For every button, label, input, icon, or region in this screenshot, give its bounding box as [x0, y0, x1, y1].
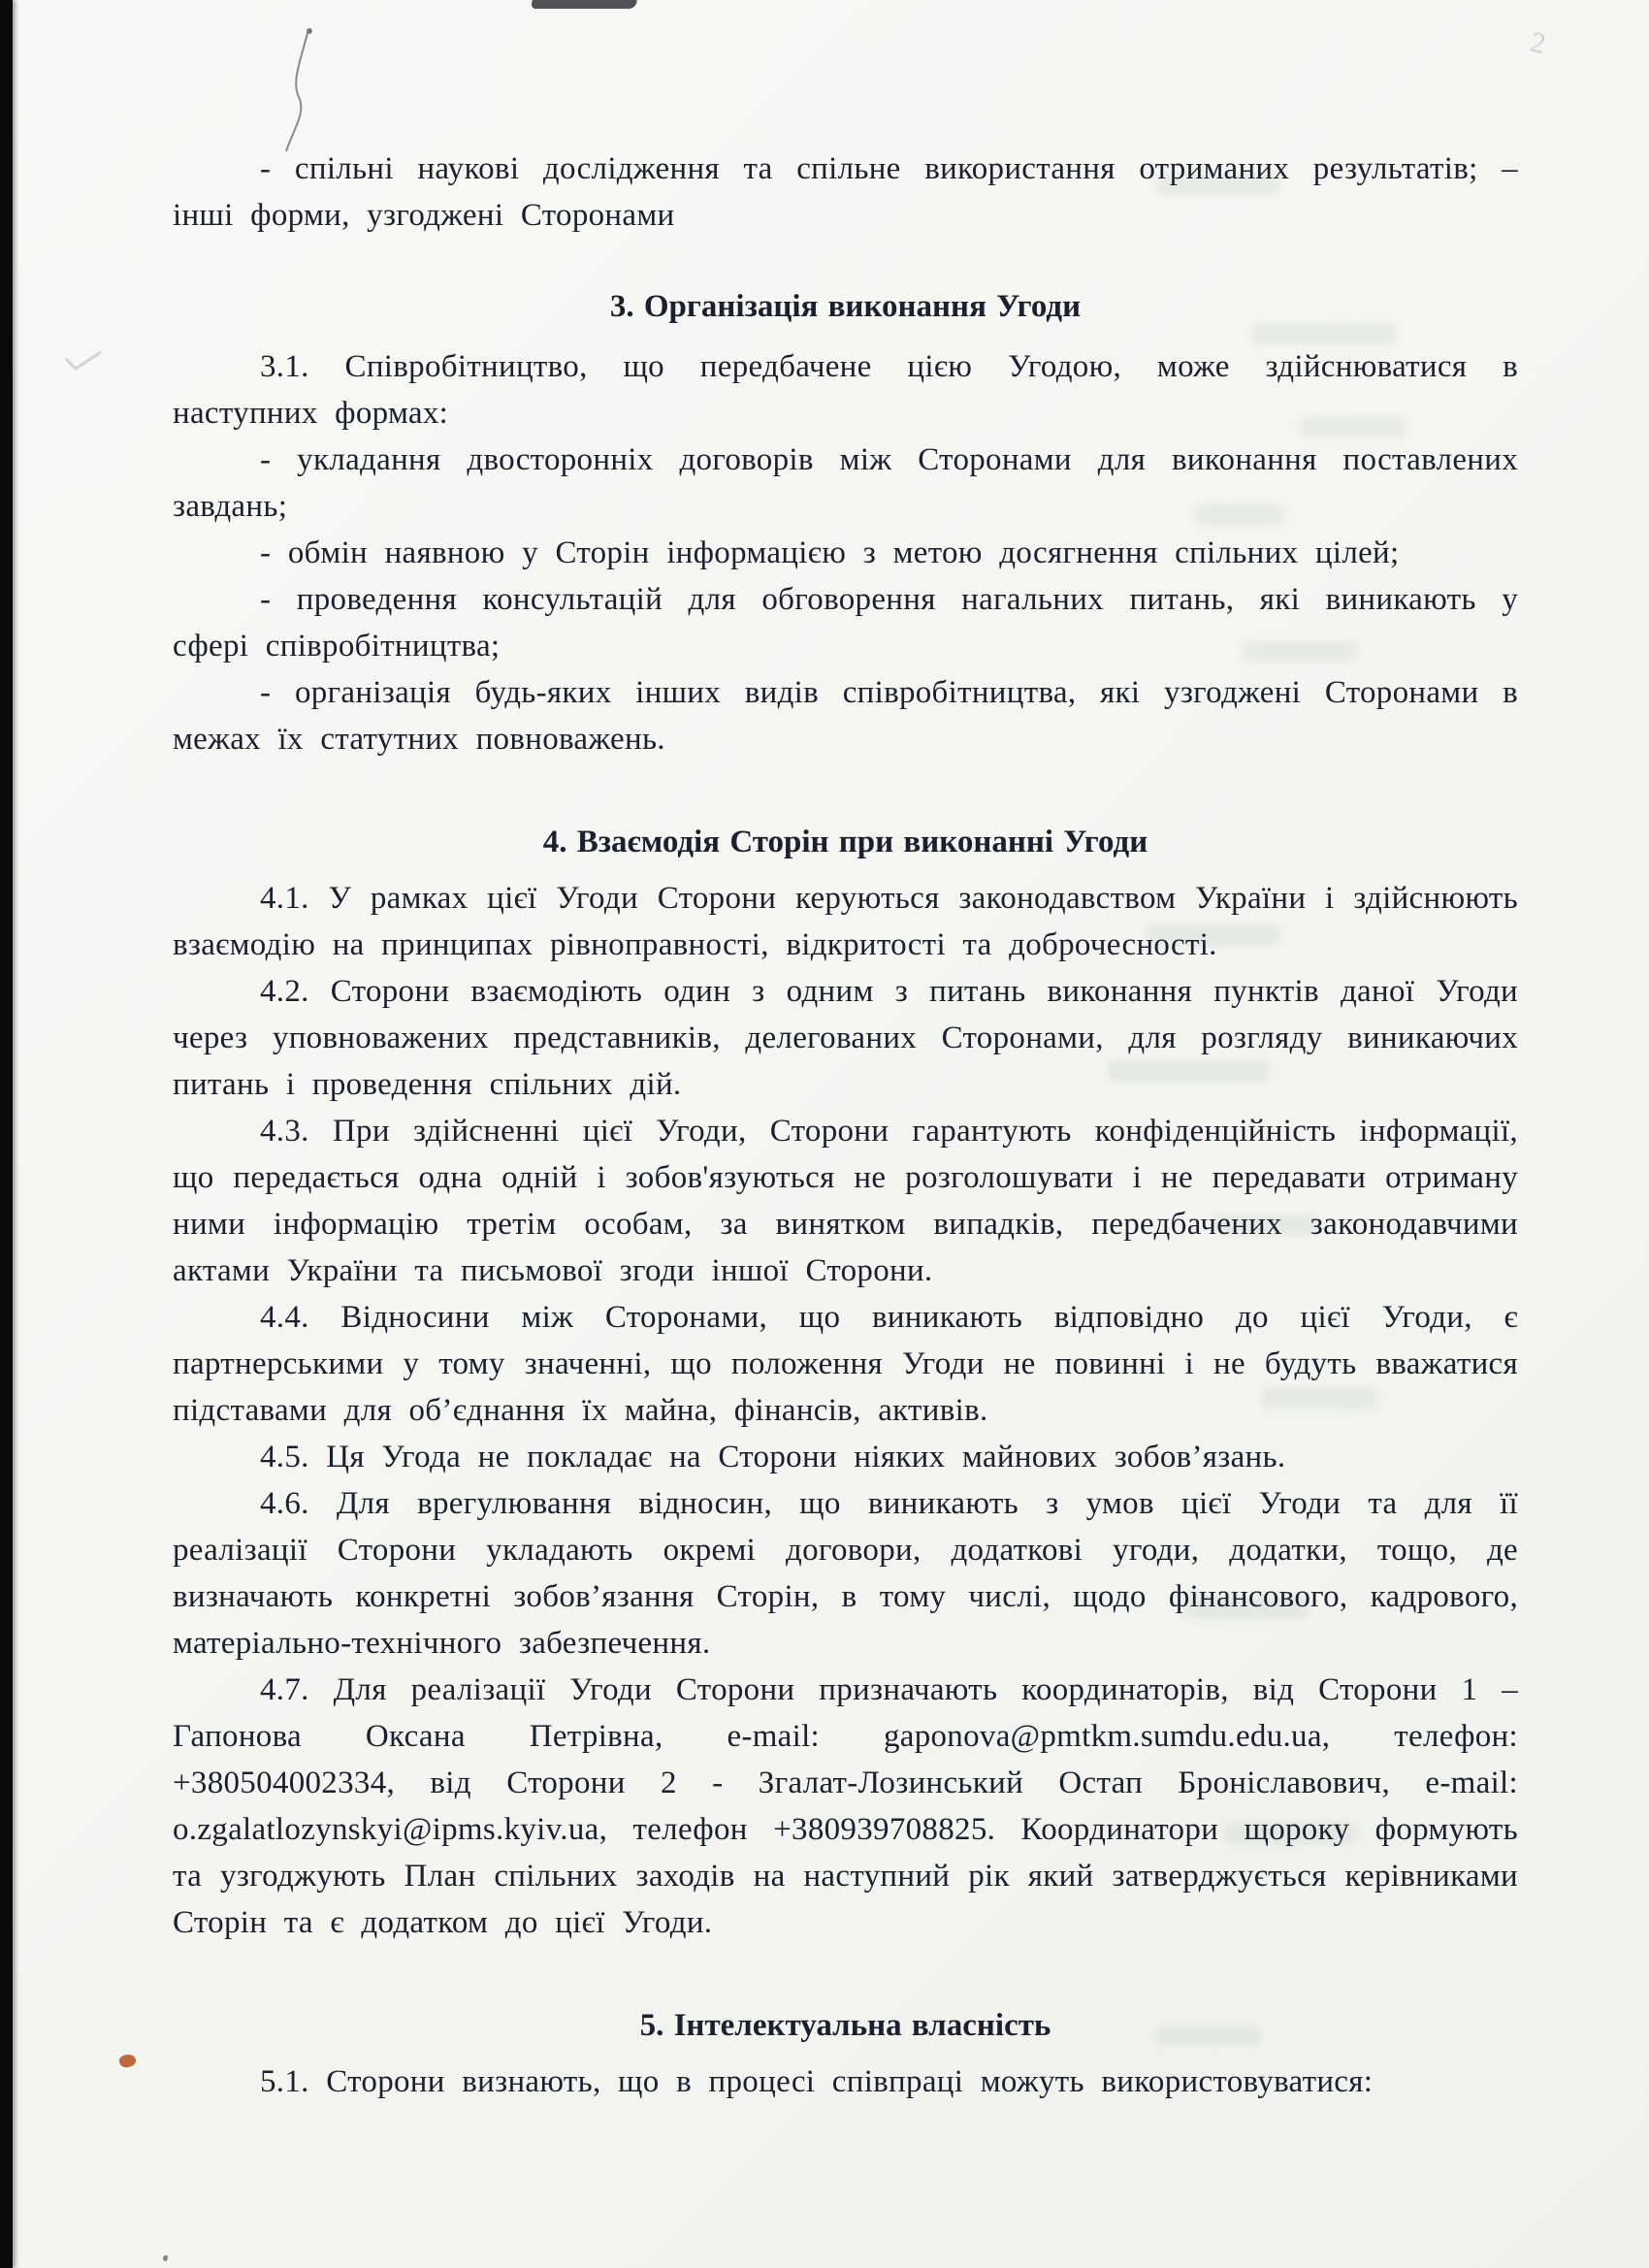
section-heading-5: 5. Інтелектуальна власність	[639, 2008, 1051, 2043]
paragraph-5-1: 5.1. Сторони визнають, що в процесі співпраці можуть використовуватися:	[260, 2064, 1374, 2099]
paragraph-4-2: 4.2. Сторони взаємодіють один з одним з питань виконання пунктів даної Угоди через уповноважених представників, делегованих Сторонами, для розгляду виникаючих питань і проведення спільних дій.	[173, 974, 1518, 1102]
bullet-other-cooperation: - організація будь-яких інших видів співробітництва, які узгоджені Сторонами в межах їх статутних повноважень.	[173, 675, 1518, 757]
paragraph-4-3: 4.3. При здійсненні цієї Угоди, Сторони гарантують конфіденційність інформації, що передається одна одній і зобов'язуються не розголошувати і не передавати отриману ними інформацію третім особам, за винятком випадків, передбачених законодавчими актами України та письмової згоди іншої Сторони.	[173, 1114, 1518, 1288]
section-heading-4: 4. Взаємодія Сторін при виконанні Угоди	[542, 825, 1148, 859]
pencil-corner-mark: 2	[1527, 25, 1549, 61]
paragraph-3-1: 3.1. Співробітництво, що передбачене цією Угодою, може здійснюватися в наступних формах:	[173, 349, 1518, 431]
section-heading-3: 3. Організація виконання Угоди	[609, 289, 1082, 324]
paragraph-4-1: 4.1. У рамках цієї Угоди Сторони керуються законодавством України і здійснюють взаємодію на принципах рівноправності, відкритості та доброчесності.	[173, 881, 1518, 962]
bullet-bilateral-contracts: - укладання двосторонніх договорів між Сторонами для виконання поставлених завдань;	[173, 442, 1518, 524]
bullet-consultations: - проведення консультацій для обговорення нагальних питань, які виникають у сфері співробітництва;	[173, 582, 1518, 664]
paragraph-4-4: 4.4. Відносини між Сторонами, що виникають відповідно до цієї Угоди, є партнерськими у тому значенні, що положення Угоди не повинні і не будуть вважатися підставами для об’єднання їх майна, фінансів, активів.	[173, 1300, 1518, 1428]
top-edge-smudge	[531, 0, 636, 9]
margin-tick-mark	[64, 349, 103, 379]
scanner-black-edge	[0, 0, 13, 2268]
stray-dot	[163, 2255, 168, 2261]
hair-scratch-mark	[270, 27, 338, 163]
paragraph-4-5: 4.5. Ця Угода не покладає на Сторони ніяких майнових зобов’язань.	[260, 1440, 1286, 1474]
paragraph-4-7: 4.7. Для реалізації Угоди Сторони призначають координаторів, від Сторони 1 – Гапонова Оксана Петрівна, e-mail: gaponova@pmtkm.sumdu.edu.ua, телефон: +380504002334, від Сторони 2 - Згалат-Лозинський Остап Броніславович, e-mail: o.zgalatlozynskyi@ipms.kyiv.ua, телефон +380939708825. Координатори щороку формують та узгоджують План спільних заходів на наступний рік який затверджується керівниками Сторін та є додатком до цієї Угоди.	[173, 1672, 1518, 1940]
paragraph-intro-carryover: - спільні наукові дослідження та спільне використання отриманих результатів; – інші форми, узгоджені Сторонами	[173, 151, 1518, 233]
bullet-information-exchange: - обмін наявною у Сторін інформацією з метою досягнення спільних цілей;	[260, 535, 1400, 570]
paragraph-4-6: 4.6. Для врегулювання відносин, що виникають з умов цієї Угоди та для її реалізації Сторони укладають окремі договори, додаткові угоди, додатки, тощо, де визначають конкретні зобов’язання Сторін, в тому числі, щодо фінансового, кадрового, матеріально-технічного забезпечення.	[173, 1486, 1518, 1661]
